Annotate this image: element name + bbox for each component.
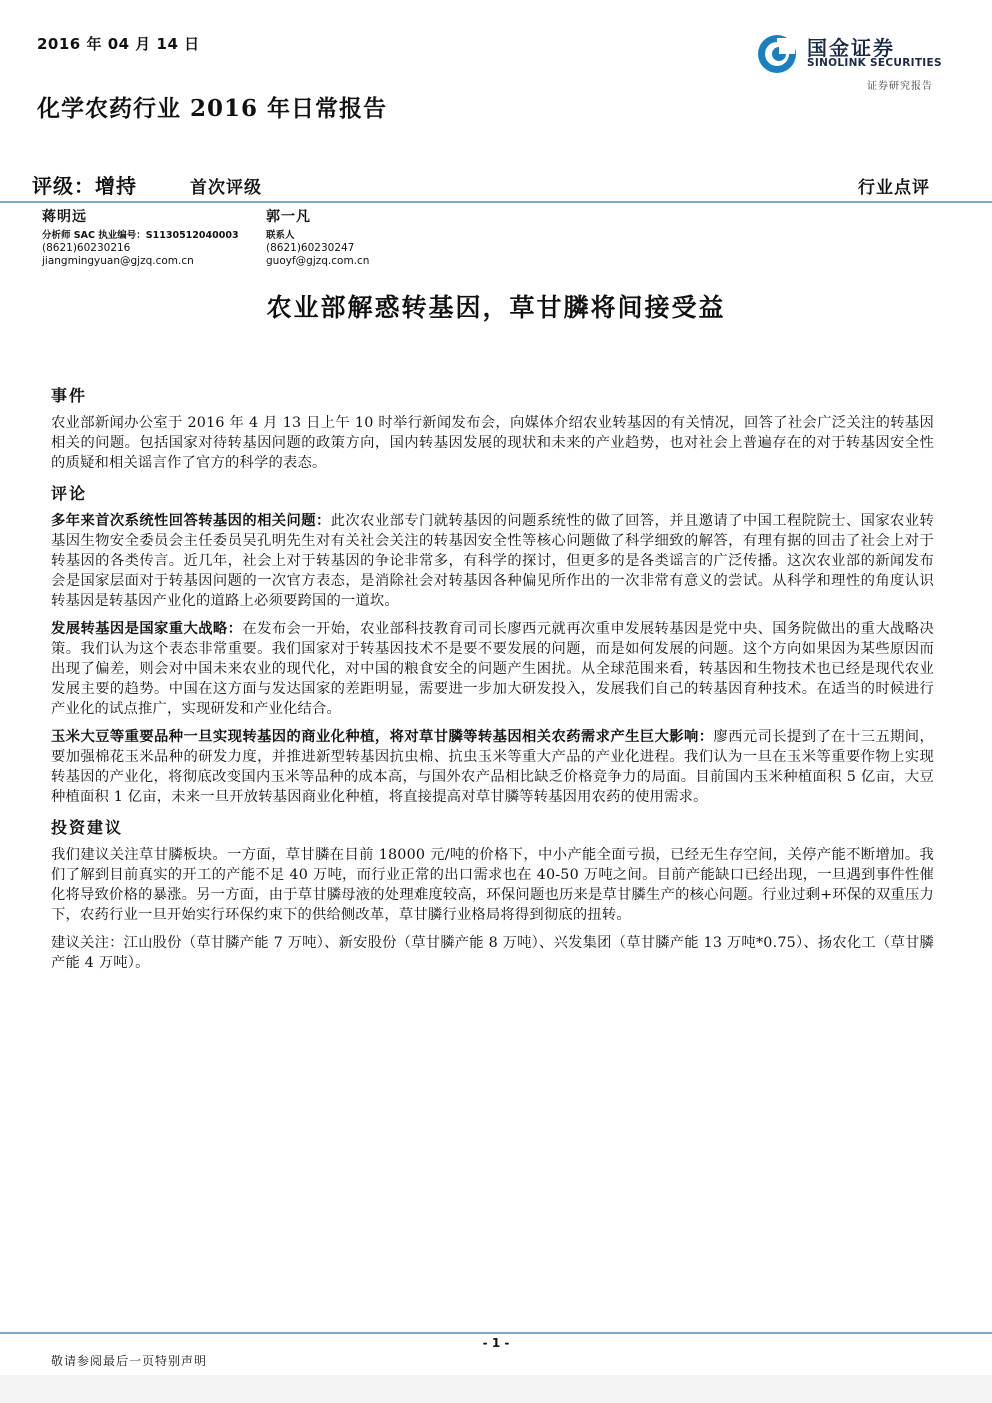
contact-name: 郭一凡	[266, 209, 311, 225]
footer-divider	[0, 1332, 992, 1334]
contact-label: 联系人	[266, 230, 295, 241]
sinolink-logo-icon	[757, 34, 797, 74]
rating-bar	[0, 163, 992, 203]
event-paragraph: 农业部新闻办公室于 2016 年 4 月 13 日上午 10 时举行新闻发布会，向媒体介绍农业转基因的有关情况，回答了社会广泛关注的转基因相关的问题。包括国家对待转基因问题的政策方向，国内转基因发展的现状和未来的产业趋势，也对社会上普遍存在的对于转基因安全性的质疑和相关谣言作了官方的科学的表态。	[51, 415, 934, 471]
comment-lead-2: 发展转基因是国家重大战略：	[51, 621, 243, 637]
comment-paragraph-3	[51, 727, 934, 807]
comment-text-3: 廖西元司长提到了在十三五期间，要加强棉花玉米品种的研发力度，并推进新型转基因抗虫棉、抗虫玉米等重大产品的产业化进程。我们认为一旦在玉米等重要作物上实现转基因的产业化，将彻底改变国内玉米等品种的成本高，与国外农产品相比缺乏价格竞争力的局面。目前国内玉米种植面积 5 亿亩，大豆种植面积 1 亿亩，未来一旦开放转基因商业化种植，将直接提高对草甘膦等转基因用农药的使用需求。	[51, 729, 935, 805]
logo-subtitle: 证券研究报告	[867, 81, 933, 92]
section-heading-event: 事件	[51, 386, 88, 405]
investment-paragraph-1: 我们建议关注草甘膦板块。一方面，草甘膦在目前 18000 元/吨的价格下，中小产能全面亏损，已经无生存空间，关停产能不断增加。我们了解到目前真实的开工的产能不足 40 万吨，而行业正常的出口需求也在 40-50 万吨之间。目前产能缺口已经出现，一旦遇到事件性催化将导致价格的暴涨。另一方面，由于草甘膦母液的处理难度较高，环保问题也历来是草甘膦生产的核心问题。行业过剩+环保的双重压力下，农药行业一旦开始实行环保约束下的供给侧改革，草甘膦行业格局将得到彻底的扭转。	[51, 847, 934, 923]
page-number: - 1 -	[482, 1336, 510, 1350]
contact-phone: (8621)60230247	[266, 242, 355, 254]
comment-lead-3: 玉米大豆等重要品种一旦实现转基因的商业化种植，将对草甘膦等转基因相关农药需求产生巨大影响：	[51, 729, 714, 745]
section-heading-investment: 投资建议	[51, 818, 124, 837]
comment-text-2: 在发布会一开始，农业部科技教育司司长廖西元就再次重申发展转基因是党中央、国务院做出的重大战略决策。我们认为这个表态非常重要。我们国家对于转基因技术不是要不要发展的问题，而是如何发展的问题。这个方向如果因为某些原因而出现了偏差，则会对中国未来农业的现代化，对中国的粮食安全的问题产生困扰。从全球范围来看，转基因和生物技术也已经是现代农业发展主要的趋势。中国在这方面与发达国家的差距明显，需要进一步加大研发投入，发展我们自己的转基因育种技术。在适当的时候进行产业化的试点推广，实现研发和产业化结合。	[51, 621, 934, 717]
company-logo	[757, 32, 947, 92]
analyst-license: 分析师 SAC 执业编号：S1130512040003	[42, 230, 239, 241]
section-heading-comment: 评论	[51, 484, 88, 503]
comment-text-1: 此次农业部专门就转基因的问题系统性的做了回答，并且邀请了中国工程院院士、国家农业转基因生物安全委员会主任委员吴孔明先生对有关社会关注的转基因安全性等核心问题做了科学细致的解答，有理有据的回击了社会上对于转基因的各类传言。近几年，社会上对于转基因的争论非常多，有科学的探讨，但更多的是各类谣言的广泛传播。这次农业部的新闻发布会是国家层面对于转基因问题的一次官方表态，是消除社会对转基因各种偏见所作出的一次非常有意义的尝试。从科学和理性的角度认识转基因是转基因产业化的道路上必须要跨国的一道坎。	[51, 513, 934, 609]
analyst-email[interactable]: jiangmingyuan@gjzq.com.cn	[42, 255, 194, 267]
report-title: 化学农药行业 2016 年日常报告	[37, 95, 388, 122]
investment-paragraph-2: 建议关注：江山股份（草甘膦产能 7 万吨）、新安股份（草甘膦产能 8 万吨）、兴发集团（草甘膦产能 13 万吨*0.75）、扬农化工（草甘膦产能 4 万吨）。	[51, 935, 934, 971]
analyst-block	[42, 211, 239, 268]
logo-name-cn: 国金证券	[807, 36, 895, 60]
headline: 农业部解惑转基因，草甘膦将间接受益	[266, 293, 726, 322]
rating-label: 评级：增持	[32, 174, 137, 198]
main-content	[51, 383, 934, 981]
comment-lead-1: 多年来首次系统性回答转基因的相关问题：	[51, 513, 331, 529]
comment-paragraph-2	[51, 619, 934, 719]
comment-paragraph-1	[51, 511, 934, 611]
rating-first: 首次评级	[190, 178, 262, 198]
contact-email[interactable]: guoyf@gjzq.com.cn	[266, 255, 370, 267]
analyst-phone: (8621)60230216	[42, 242, 131, 254]
report-date: 2016 年 04 月 14 日	[37, 35, 200, 53]
logo-name-en: SINOLINK SECURITIES	[807, 57, 942, 69]
analyst-name: 蒋明远	[42, 209, 87, 225]
bottom-band	[0, 1375, 992, 1403]
contact-block	[266, 211, 369, 268]
disclaimer-note: 敬请参阅最后一页特别声明	[51, 1354, 208, 1368]
report-type: 行业点评	[858, 178, 930, 198]
